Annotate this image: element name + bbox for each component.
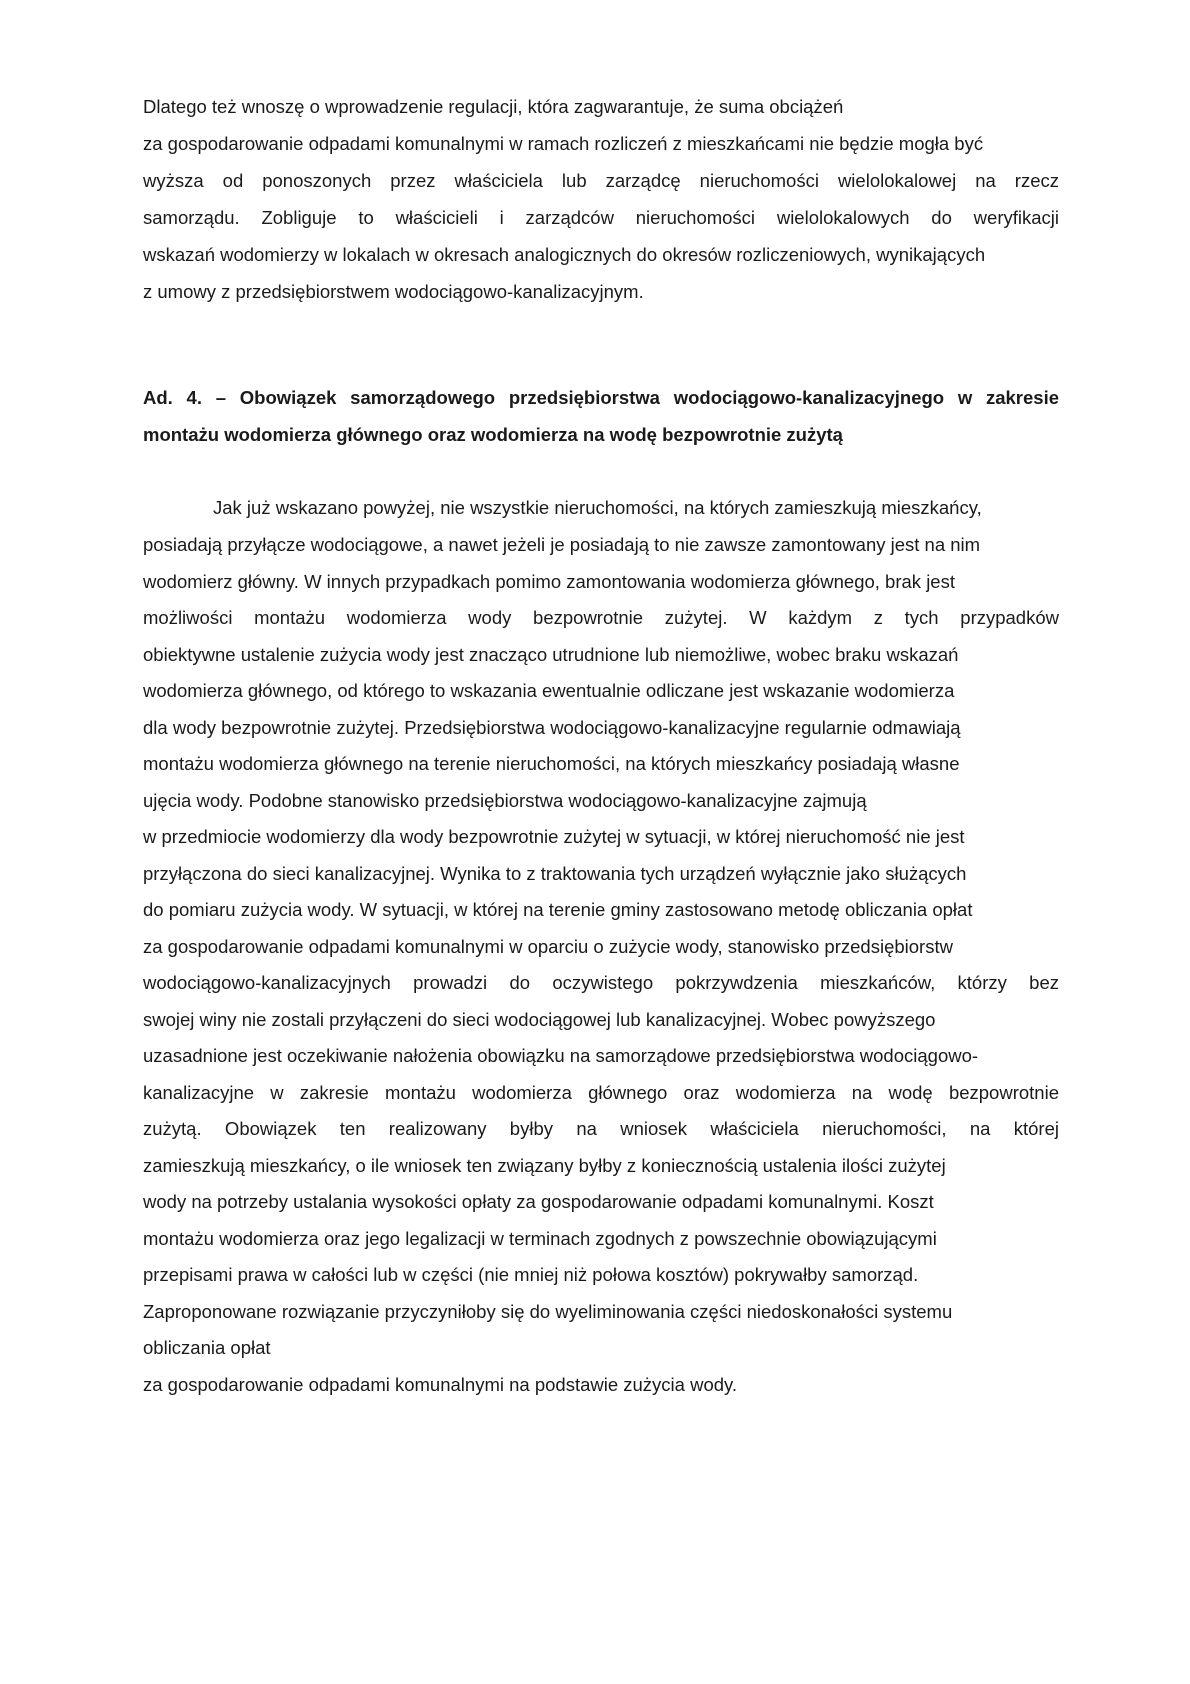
paragraph-2-line: wodomierz główny. W innych przypadkach pomimo zamontowania wodomierza głównego, brak jest (143, 571, 955, 592)
section-heading-line: Ad. 4. – Obowiązek samorządowego przedsiębiorstwa wodociągowo-kanalizacyjnego w zakresie (143, 387, 1059, 408)
paragraph-2-line: swojej winy nie zostali przyłączeni do sieci wodociągowej lub kanalizacyjnej. Wobec powyższego (143, 1009, 936, 1030)
paragraph-2-line: ujęcia wody. Podobne stanowisko przedsiębiorstwa wodociągowo-kanalizacyjne zajmują (143, 790, 867, 811)
paragraph-2-line: wodociągowo-kanalizacyjnych prowadzi do oczywistego pokrzywdzenia mieszkańców, którzy bez (143, 972, 1059, 993)
paragraph-2-line: wodomierza głównego, od którego to wskazania ewentualnie odliczane jest wskazanie wodomierza (143, 680, 955, 701)
paragraph-2-line: do pomiaru zużycia wody. W sytuacji, w której na terenie gminy zastosowano metodę obliczania opłat (143, 899, 973, 920)
paragraph-2-line: posiadają przyłącze wodociągowe, a nawet jeżeli je posiadają to nie zawsze zamontowany jest na nim (143, 534, 981, 555)
paragraph-2-line: Zaproponowane rozwiązanie przyczyniłoby się do wyeliminowania części niedoskonałości systemu (143, 1301, 953, 1322)
paragraph-2-line: montażu wodomierza oraz jego legalizacji w terminach zgodnych z powszechnie obowiązującymi (143, 1228, 937, 1249)
paragraph-2-line: Jak już wskazano powyżej, nie wszystkie nieruchomości, na których zamieszkują mieszkańcy, (213, 497, 982, 518)
paragraph-2-line: wody na potrzeby ustalania wysokości opłaty za gospodarowanie odpadami komunalnymi. Koszt (143, 1191, 934, 1212)
paragraph-2-line: przyłączona do sieci kanalizacyjnej. Wynika to z traktowania tych urządzeń wyłącznie jako służących (143, 863, 967, 884)
paragraph-2-line: obiektywne ustalenie zużycia wody jest znacząco utrudnione lub niemożliwe, wobec braku wskazań (143, 644, 959, 665)
paragraph-2-line: w przedmiocie wodomierzy dla wody bezpowrotnie zużytej w sytuacji, w której nieruchomość nie jest (143, 826, 965, 847)
paragraph-2-line: możliwości montażu wodomierza wody bezpowrotnie zużytej. W każdym z tych przypadków (143, 607, 1059, 628)
paragraph-1-line: Dlatego też wnoszę o wprowadzenie regulacji, która zagwarantuje, że suma obciążeń (143, 96, 844, 117)
paragraph-2-line: zamieszkują mieszkańcy, o ile wniosek ten związany byłby z koniecznością ustalenia ilości zużytej (143, 1155, 946, 1176)
paragraph-1-line: za gospodarowanie odpadami komunalnymi w ramach rozliczeń z mieszkańcami nie będzie mogła być (143, 133, 984, 154)
paragraph-1-line: wyższa od ponoszonych przez właściciela lub zarządcę nieruchomości wielolokalowej na rzecz (143, 170, 1059, 191)
paragraph-1-line: z umowy z przedsiębiorstwem wodociągowo-kanalizacyjnym. (143, 281, 644, 302)
paragraph-2-line: zużytą. Obowiązek ten realizowany byłby na wniosek właściciela nieruchomości, na której (143, 1118, 1059, 1139)
paragraph-2-line: za gospodarowanie odpadami komunalnymi na podstawie zużycia wody. (143, 1374, 738, 1395)
paragraph-2-line: kanalizacyjne w zakresie montażu wodomierza głównego oraz wodomierza na wodę bezpowrotnie (143, 1082, 1059, 1103)
paragraph-2-line: przepisami prawa w całości lub w części (nie mniej niż połowa kosztów) pokrywałby samorząd. (143, 1264, 919, 1285)
paragraph-2-line: za gospodarowanie odpadami komunalnymi w oparciu o zużycie wody, stanowisko przedsiębiorstw (143, 936, 953, 957)
paragraph-2-line: uzasadnione jest oczekiwanie nałożenia obowiązku na samorządowe przedsiębiorstwa wodociągowo- (143, 1045, 979, 1066)
section-heading-line: montażu wodomierza głównego oraz wodomierza na wodę bezpowrotnie zużytą (143, 424, 843, 445)
paragraph-1-line: wskazań wodomierzy w lokalach w okresach analogicznych do okresów rozliczeniowych, wynikających (143, 244, 986, 265)
paragraph-2-line: obliczania opłat (143, 1337, 271, 1358)
paragraph-2-line: dla wody bezpowrotnie zużytej. Przedsiębiorstwa wodociągowo-kanalizacyjne regularnie odmawiają (143, 717, 961, 738)
paragraph-1-line: samorządu. Zobliguje to właścicieli i zarządców nieruchomości wielolokalowych do weryfikacji (143, 207, 1059, 228)
paragraph-2-line: montażu wodomierza głównego na terenie nieruchomości, na których mieszkańcy posiadają własne (143, 753, 960, 774)
